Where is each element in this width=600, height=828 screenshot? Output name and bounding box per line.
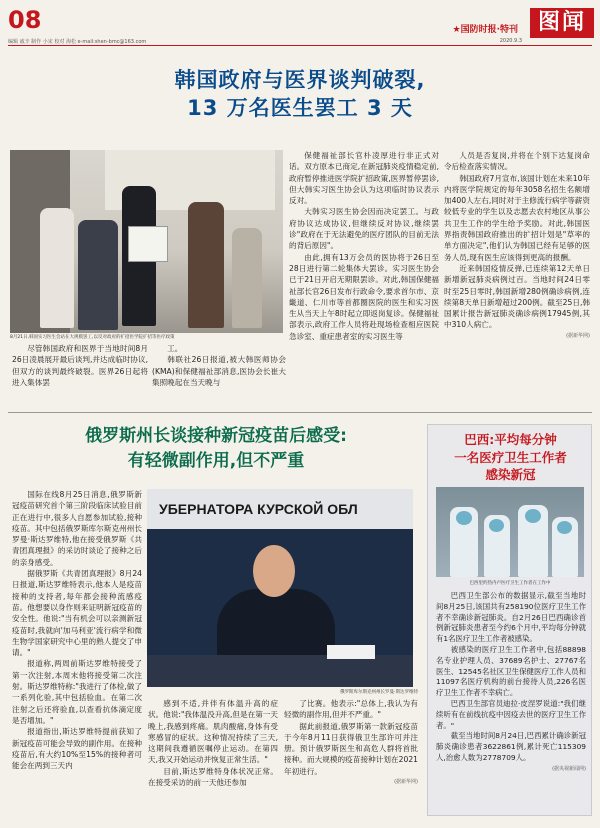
paragraph: 目前,斯达罗维特身体状况正常。在接受采访的前一天他还参加 — [148, 766, 278, 788]
sidebar-headline-line1: 巴西:平均每分钟 — [464, 432, 557, 447]
sidebar-body — [436, 591, 586, 775]
paragraph: 韩联社26日报道,被大韩医师协会(KMA)和保健福祉部消息,医协会长崔大集照晚起在当天晚与 — [152, 355, 286, 387]
protester-figure — [78, 220, 118, 330]
page-header — [0, 0, 600, 48]
protest-sign — [128, 226, 168, 262]
header-rule — [8, 45, 592, 46]
protester-figure — [188, 202, 224, 328]
masthead-logo: 图闻 — [530, 8, 594, 38]
paragraph: 工。 — [167, 344, 183, 353]
story1-column-3 — [289, 150, 439, 342]
story1-photo — [10, 150, 283, 333]
governor-head — [253, 545, 295, 597]
story1-source: (据新华网) — [566, 332, 590, 339]
paragraph: 巴西卫生部官员迪拉·皮涅罗说道:"我们继续听有在前线抗疫中因疫去世的医疗卫生工作者。" — [436, 698, 586, 730]
story2-headline-line1: 俄罗斯州长谈接种新冠疫苗后感受: — [85, 426, 347, 446]
paragraph: 人员是否复岗,并将在个别下达复岗命令后检查落实情况。 — [444, 151, 590, 172]
paragraph: 由此,拥有13万会员的医协将于26日至28日进行第二轮集体大罢诊。实习医生协会已于21日开启无期限罢诊。对此,韩国保健福祉部长官26日发布行政命令,要求首尔市、京畿道、仁川市等首都圈医院的医生和实习医生从当天上午8时起立即返岗复诊。保健福祉部表示,政府工作人员将赴现场检查相应医院急诊室、重症患者室的实习医生等 — [289, 252, 439, 341]
sidebar-headline-line3: 感染新冠 — [485, 467, 536, 482]
story2-photo — [147, 489, 413, 687]
paragraph: 报道指出,斯达罗维特提前获知了新冠疫苗可能会导致的副作用。在接种疫苗后,有大约10%至15%的接种者可能会在两到三天内 — [12, 727, 142, 771]
sidebar-headline — [428, 431, 593, 484]
story1-column-2 — [152, 343, 286, 388]
paragraph: 据俄罗斯《共青团真理报》8月24日报道,斯达罗维特表示,他本人是疫苗接种的支持者,每年都会接种流感疫苗。他想要以身作则来证明新冠疫苗的安全性。他说:"当有机会可以亲测新冠疫苗时,我就向'加马利亚'流行病学和微生物学国家研究中心里的熟人提交了申请。" — [12, 569, 142, 658]
story1-photo-caption: 8月21日,韩国实习医生会站在大规模罢工,以反对政府的扩招医学院扩招等医疗政策 — [10, 335, 175, 340]
desk — [147, 655, 413, 687]
story1-headline-line2: 13 万名医生罢工 3 天 — [187, 96, 413, 120]
sidebar-photo — [436, 487, 584, 577]
story1-column-1 — [12, 343, 148, 388]
sidebar-brazil — [427, 424, 592, 816]
story1-column-4 — [444, 150, 590, 342]
paragraph: 巴西卫生部公布的数据显示,截至当地时间8月25日,该国共有258190位医疗卫生工作者不幸确诊新冠肺炎。自2月26日巴西确诊首例新冠肺炎患者至今约6个月中,平均每分钟就有1名医疗卫生工作者被感染。 — [436, 591, 586, 644]
editor-credits: 编辑 戚辛 制作 小宋 校对 海松 e-mail:shen-bmc@163.com — [8, 39, 147, 45]
story2-headline — [12, 424, 420, 474]
story1-headline-line1: 韩国政府与医界谈判破裂, — [174, 68, 426, 92]
paragraph: 大韩实习医生协会因而决定罢工。与政府协议达成协议,但继续反对协议,继续罢诊"政府在于无法避免的医疗团队的目前无法的背后原因"。 — [289, 207, 439, 251]
page-number: 08 — [8, 6, 42, 34]
sidebar-headline-line2: 一名医疗卫生工作者 — [454, 449, 567, 465]
photo-banner-text: УБЕРНАТОРА КУРСКОЙ ОБЛ — [147, 489, 413, 529]
sidebar-source: (据央视新闻网) — [552, 765, 586, 772]
story2-photo-caption: 俄罗斯库尔斯克州州长罗曼·斯达罗维特 — [340, 690, 418, 695]
paragraph: 了比赛。他表示:"总体上,我认为有轻微的副作用,但并不严重。" — [284, 699, 418, 720]
protester-figure — [40, 208, 74, 328]
name-plate — [327, 645, 375, 659]
story2-column-1 — [12, 489, 142, 771]
story1-headline — [0, 66, 600, 122]
paragraph: 感到不适,并伴有体温升高的症状。他说:"我体温没升高,但是在第一天晚上,我感到疼痛。肌肉酸痛,身体有受寒感冒的症状。这种情况持续了三天,这期间我遵循医嘱停止运动。在第四天,我又开始运动并恢复正常生活。" — [148, 699, 278, 765]
sidebar-photo-caption: 巴西里约热内卢医疗卫生工作者在工作中 — [469, 581, 551, 586]
protester-figure — [232, 228, 262, 328]
section-divider — [8, 412, 592, 413]
paragraph: 尽管韩国政府和医界于当地时间8月26日凌晨展开最后谈判,并达成临时协议,但双方的谈判最终破裂。医界26日起将进入集体罢 — [12, 344, 148, 387]
story2-source: (据新华网) — [394, 779, 418, 786]
story2-column-3 — [284, 698, 418, 788]
paragraph: 保健福祉部长官朴凌厚进行非正式对话。双方原本已商定,在新冠肺炎疫情稳定前,政府暂停推进医学院扩招政策,医界暂停罢诊,但大韩实习医生协会认为这项临时协议表示反对。 — [289, 151, 439, 206]
paragraph: 截至当地时间8月24日,巴西累计确诊新冠肺炎确诊患者3622861例,累计死亡115309人,治愈人数为2778709人。 — [436, 731, 586, 762]
paragraph: 近来韩国疫情反弹,已连续第12天单日新增新冠肺炎病例过百。当地时间24日零时至25日零时,韩国新增280例确诊病例,连续第8天单日新增超过200例。截至25日,韩国累计报告新冠肺炎确诊病例17945例,其中310人病亡。 — [444, 263, 590, 330]
paragraph: 被感染的医疗卫生工作者中,包括88898名专业护理人员、37689名护士、27767名医生、12545名社区卫生保健医疗工作人员和11097名医疗机构的前台接待人员,226名医疗卫生工作者不幸病亡。 — [436, 644, 586, 698]
story2-headline-line2: 有轻微副作用,但不严重 — [127, 451, 305, 471]
paragraph: 据此前报道,俄罗斯第一款新冠疫苗于今年8月11日获得俄卫生部许可并注册。预计俄罗斯医生和高危人群将首批接种。而大规模的疫苗接种计划在2021年初进行。 — [284, 721, 418, 776]
paragraph: 国际在线8月25日消息,俄罗斯新冠疫苗研究首个第三阶段临床试验目前正在进行中,很多人自愿参加试验,接种疫苗。其中包括俄罗斯库尔斯克州州长罗曼·斯达罗维特,他在接受俄罗斯《共青团真理报》的采访时谈论了接种之后的亲身感受。 — [12, 490, 142, 567]
story2-column-2 — [148, 698, 278, 788]
section-label: ★国防时报·特刊 — [452, 25, 518, 35]
paragraph: 韩国政府7月宣布,该国计划在未来10年内将医学院规定的每年3058名招生名额增加400人左右,同时对于主修流行病学等薪资较低专业的学生以及志愿去农村地区从事公共卫生工作的学生给予奖励。对此,韩国医界指责韩国政府推出的扩招计划是"草率的单方面决定",他们认为韩国已经有足够的医务人员,现有医生应该得到更高的报酬。 — [444, 173, 590, 262]
issue-date: 2020.9.3 — [499, 38, 522, 44]
paragraph: 报道称,两周前斯达罗维特接受了第一次注射,本周末他将接受第二次注射。斯达罗维特称:"我进行了体检,做了一系列化验,其中包括验血。在第二次注射之后还将验血,以查看抗体滴定度是否增加。" — [12, 659, 142, 725]
